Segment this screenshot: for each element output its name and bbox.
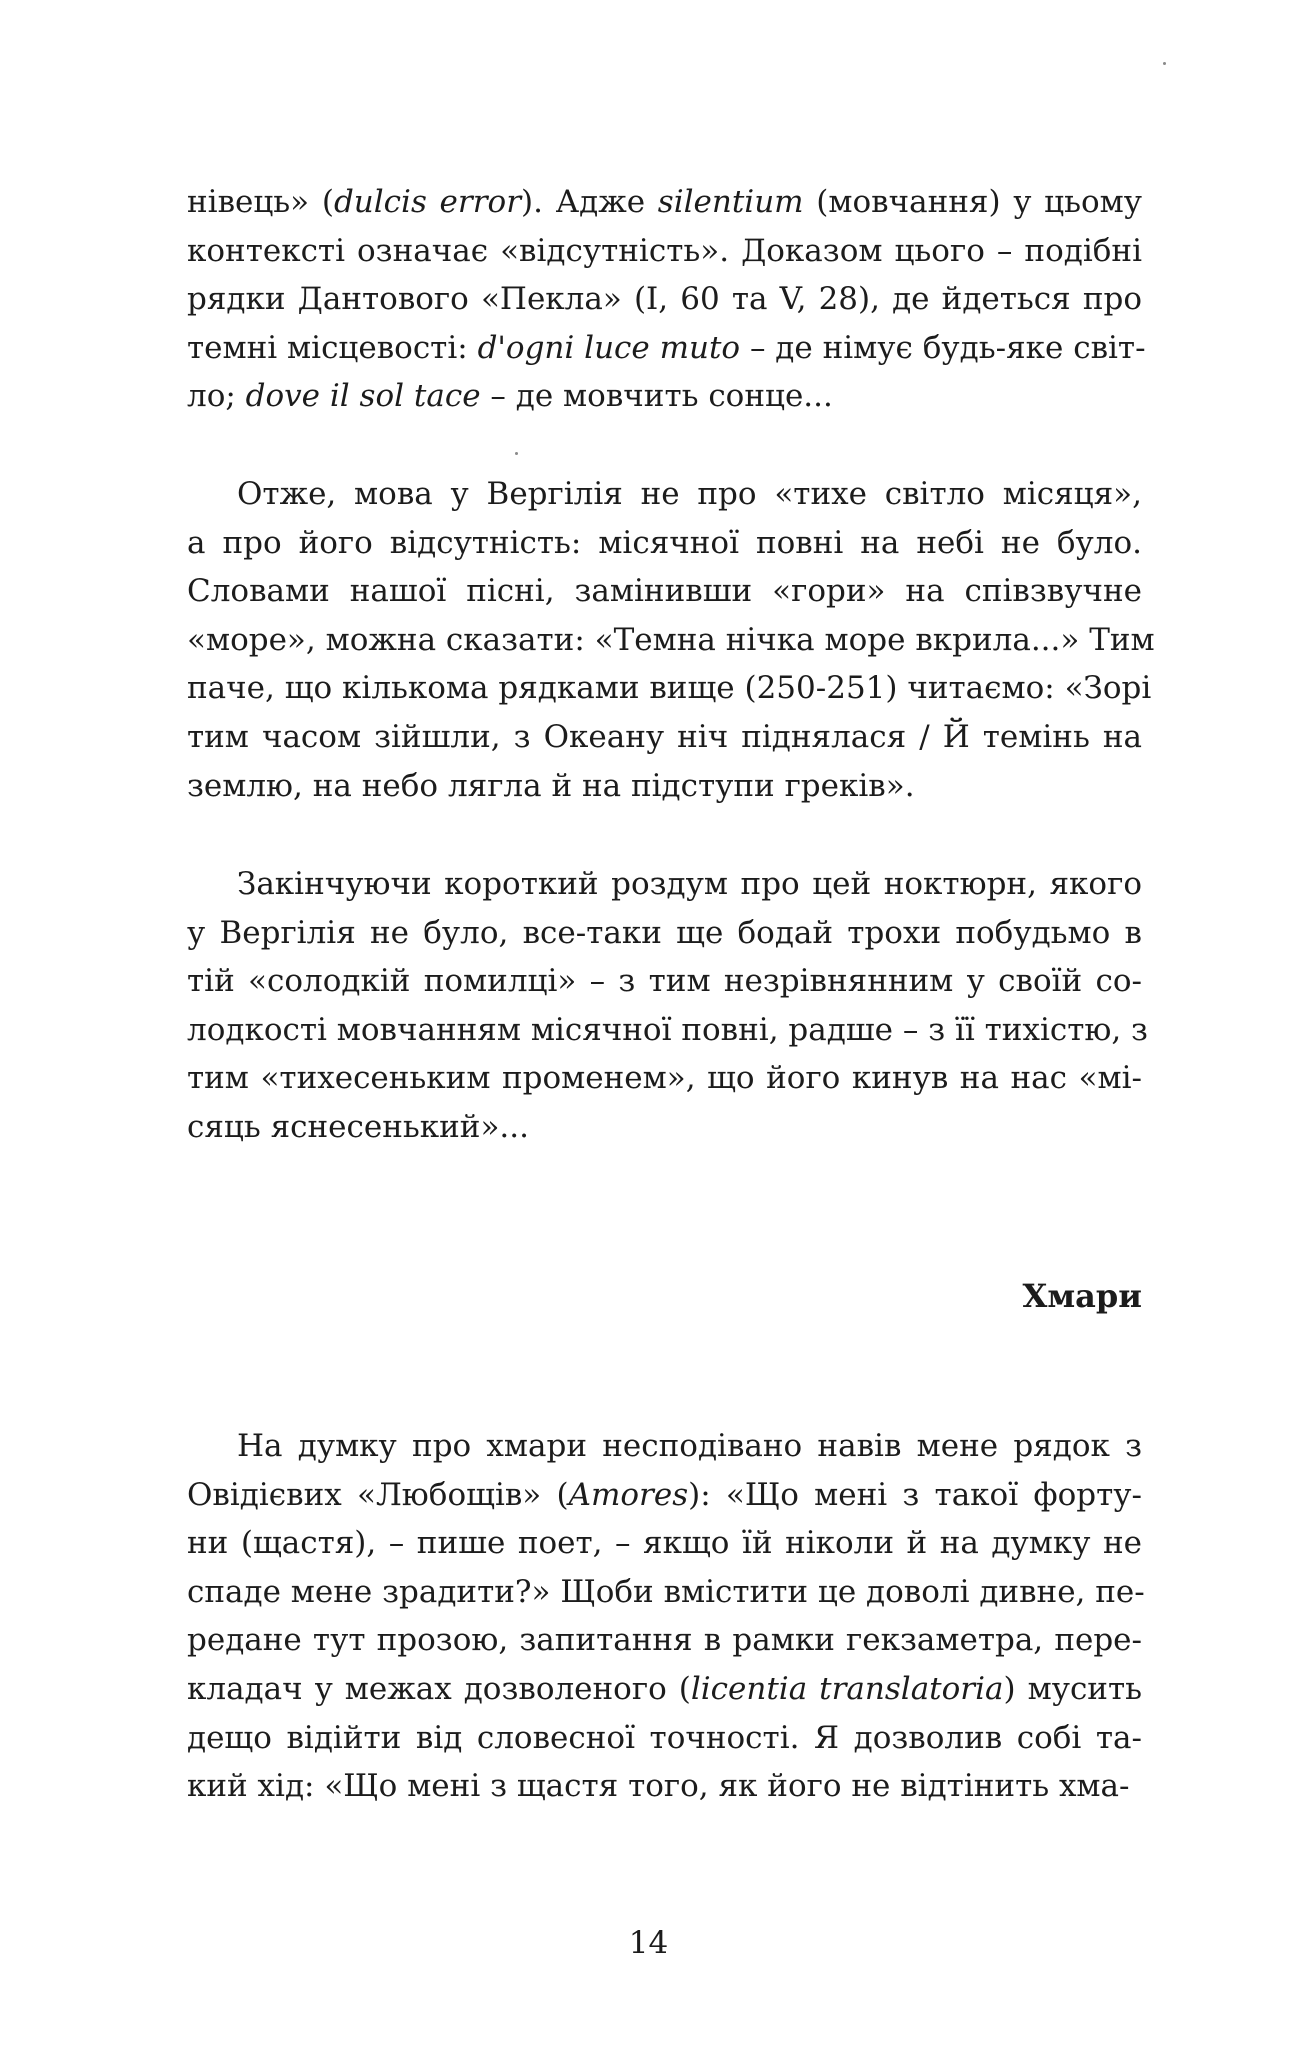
text-line xyxy=(187,1006,1148,1055)
text-run: Словами нашої пісні, замінивши «гори» на співзвучне xyxy=(187,573,1142,610)
text-run: нівець» ( xyxy=(187,184,334,220)
text-line xyxy=(187,1519,1142,1568)
text-line xyxy=(187,519,1142,568)
text-line xyxy=(187,275,1142,324)
text-line xyxy=(187,1103,1142,1152)
text-run: рядки Дантового «Пекла» (І, 60 та V, 28), де йдеться про xyxy=(187,281,1142,318)
text-run: редане тут прозою, запитання в рамки гекзаметра, пере- xyxy=(187,1622,1142,1659)
text-run: сяць яснесенький»... xyxy=(187,1108,529,1145)
paragraph-1 xyxy=(187,178,1146,421)
text-run: ) мусить xyxy=(1003,1670,1142,1707)
text-line xyxy=(187,664,1152,713)
text-run: спаде мене зрадити?» Щоби вмістити це доволі дивне, пе- xyxy=(187,1573,1145,1610)
text-run: – де мовчить сонце... xyxy=(480,378,833,415)
text-run: паче, що кількома рядками вище (250-251) читаємо: «Зорі xyxy=(187,670,1152,707)
text-run: ни (щастя), – пише поет, – якщо їй ніколи й на думку не xyxy=(187,1525,1142,1562)
print-speck xyxy=(515,452,518,455)
text-run: «море», можна сказати: «Темна нічка море вкрила...» Тим xyxy=(187,621,1155,658)
text-run: а про його відсутність: місячної повні на небі не було. xyxy=(187,524,1142,561)
text-run: контексті означає «відсутність». Доказом цього – подібні xyxy=(187,232,1142,269)
text-line xyxy=(187,1616,1142,1665)
text-line xyxy=(187,1054,1142,1103)
print-speck xyxy=(1163,62,1166,65)
text-run: Овідієвих «Любощів» ( xyxy=(187,1476,569,1513)
text-run: На думку про хмари несподівано навів мене рядок з xyxy=(237,1428,1142,1464)
text-line xyxy=(187,957,1142,1006)
text-line xyxy=(187,713,1142,762)
text-line xyxy=(187,1762,1142,1811)
text-run: (мовчання) у цьому xyxy=(803,184,1143,220)
text-line xyxy=(187,616,1155,665)
italic-term: silentium xyxy=(657,184,804,220)
text-run: дещо відійти від словесної точності. Я дозволив собі та- xyxy=(187,1719,1142,1756)
text-line xyxy=(187,567,1142,616)
text-line xyxy=(187,1568,1145,1617)
italic-term: licentia translatoria xyxy=(690,1670,1004,1707)
paragraph-4 xyxy=(187,1422,1145,1811)
text-run: Закінчуючи короткий роздум про цей ноктюрн, якого xyxy=(237,866,1142,902)
text-line xyxy=(187,909,1142,958)
text-line xyxy=(187,1471,1142,1520)
text-line xyxy=(187,1714,1142,1763)
text-run: кий хід: «Що мені з щастя того, як його не відтінить хма- xyxy=(187,1768,1130,1805)
text-line xyxy=(187,372,1142,421)
text-line xyxy=(187,1422,1142,1471)
italic-term: Amores xyxy=(568,1476,689,1513)
paragraph-2 xyxy=(187,470,1155,810)
text-run: ): «Що мені з такої форту- xyxy=(688,1476,1142,1513)
text-line xyxy=(187,227,1142,276)
paragraph-3 xyxy=(187,860,1148,1152)
text-run: кладач у межах дозволеного ( xyxy=(187,1670,691,1707)
text-line xyxy=(187,470,1142,519)
text-run: тій «солодкій помилці» – з тим незрівнянним у своїй со- xyxy=(187,963,1142,1000)
text-line xyxy=(187,762,1142,811)
page-number: 14 xyxy=(628,1925,669,1961)
text-run: темні місцевості: xyxy=(187,329,478,366)
text-line xyxy=(187,860,1142,909)
text-line xyxy=(187,178,1142,227)
text-line xyxy=(187,324,1146,373)
text-run: у Вергілія не було, все-таки ще бодай трохи побудьмо в xyxy=(187,914,1142,951)
text-run: землю, на небо лягла й на підступи греків». xyxy=(187,767,915,804)
text-run: тим часом зійшли, з Океану ніч піднялася / Й темінь на xyxy=(187,718,1142,755)
section-heading: Хмари xyxy=(1022,1277,1142,1315)
text-run: лодкості мовчанням місячної повні, радше – з її тихістю, з xyxy=(187,1011,1148,1048)
text-line xyxy=(187,1665,1142,1714)
text-run: – де німує будь-яке світ- xyxy=(740,329,1146,366)
text-run: Отже, мова у Вергілія не про «тихе світло місяця», xyxy=(237,476,1142,512)
italic-term: dulcis error xyxy=(333,184,522,220)
text-run: ло; xyxy=(187,378,246,415)
text-run: ). Адже xyxy=(521,184,658,220)
text-run: тим «тихесеньким променем», що його кинув на нас «мі- xyxy=(187,1060,1142,1097)
italic-term: dove il sol tace xyxy=(245,378,481,415)
italic-term: d'ogni luce muto xyxy=(477,329,741,366)
